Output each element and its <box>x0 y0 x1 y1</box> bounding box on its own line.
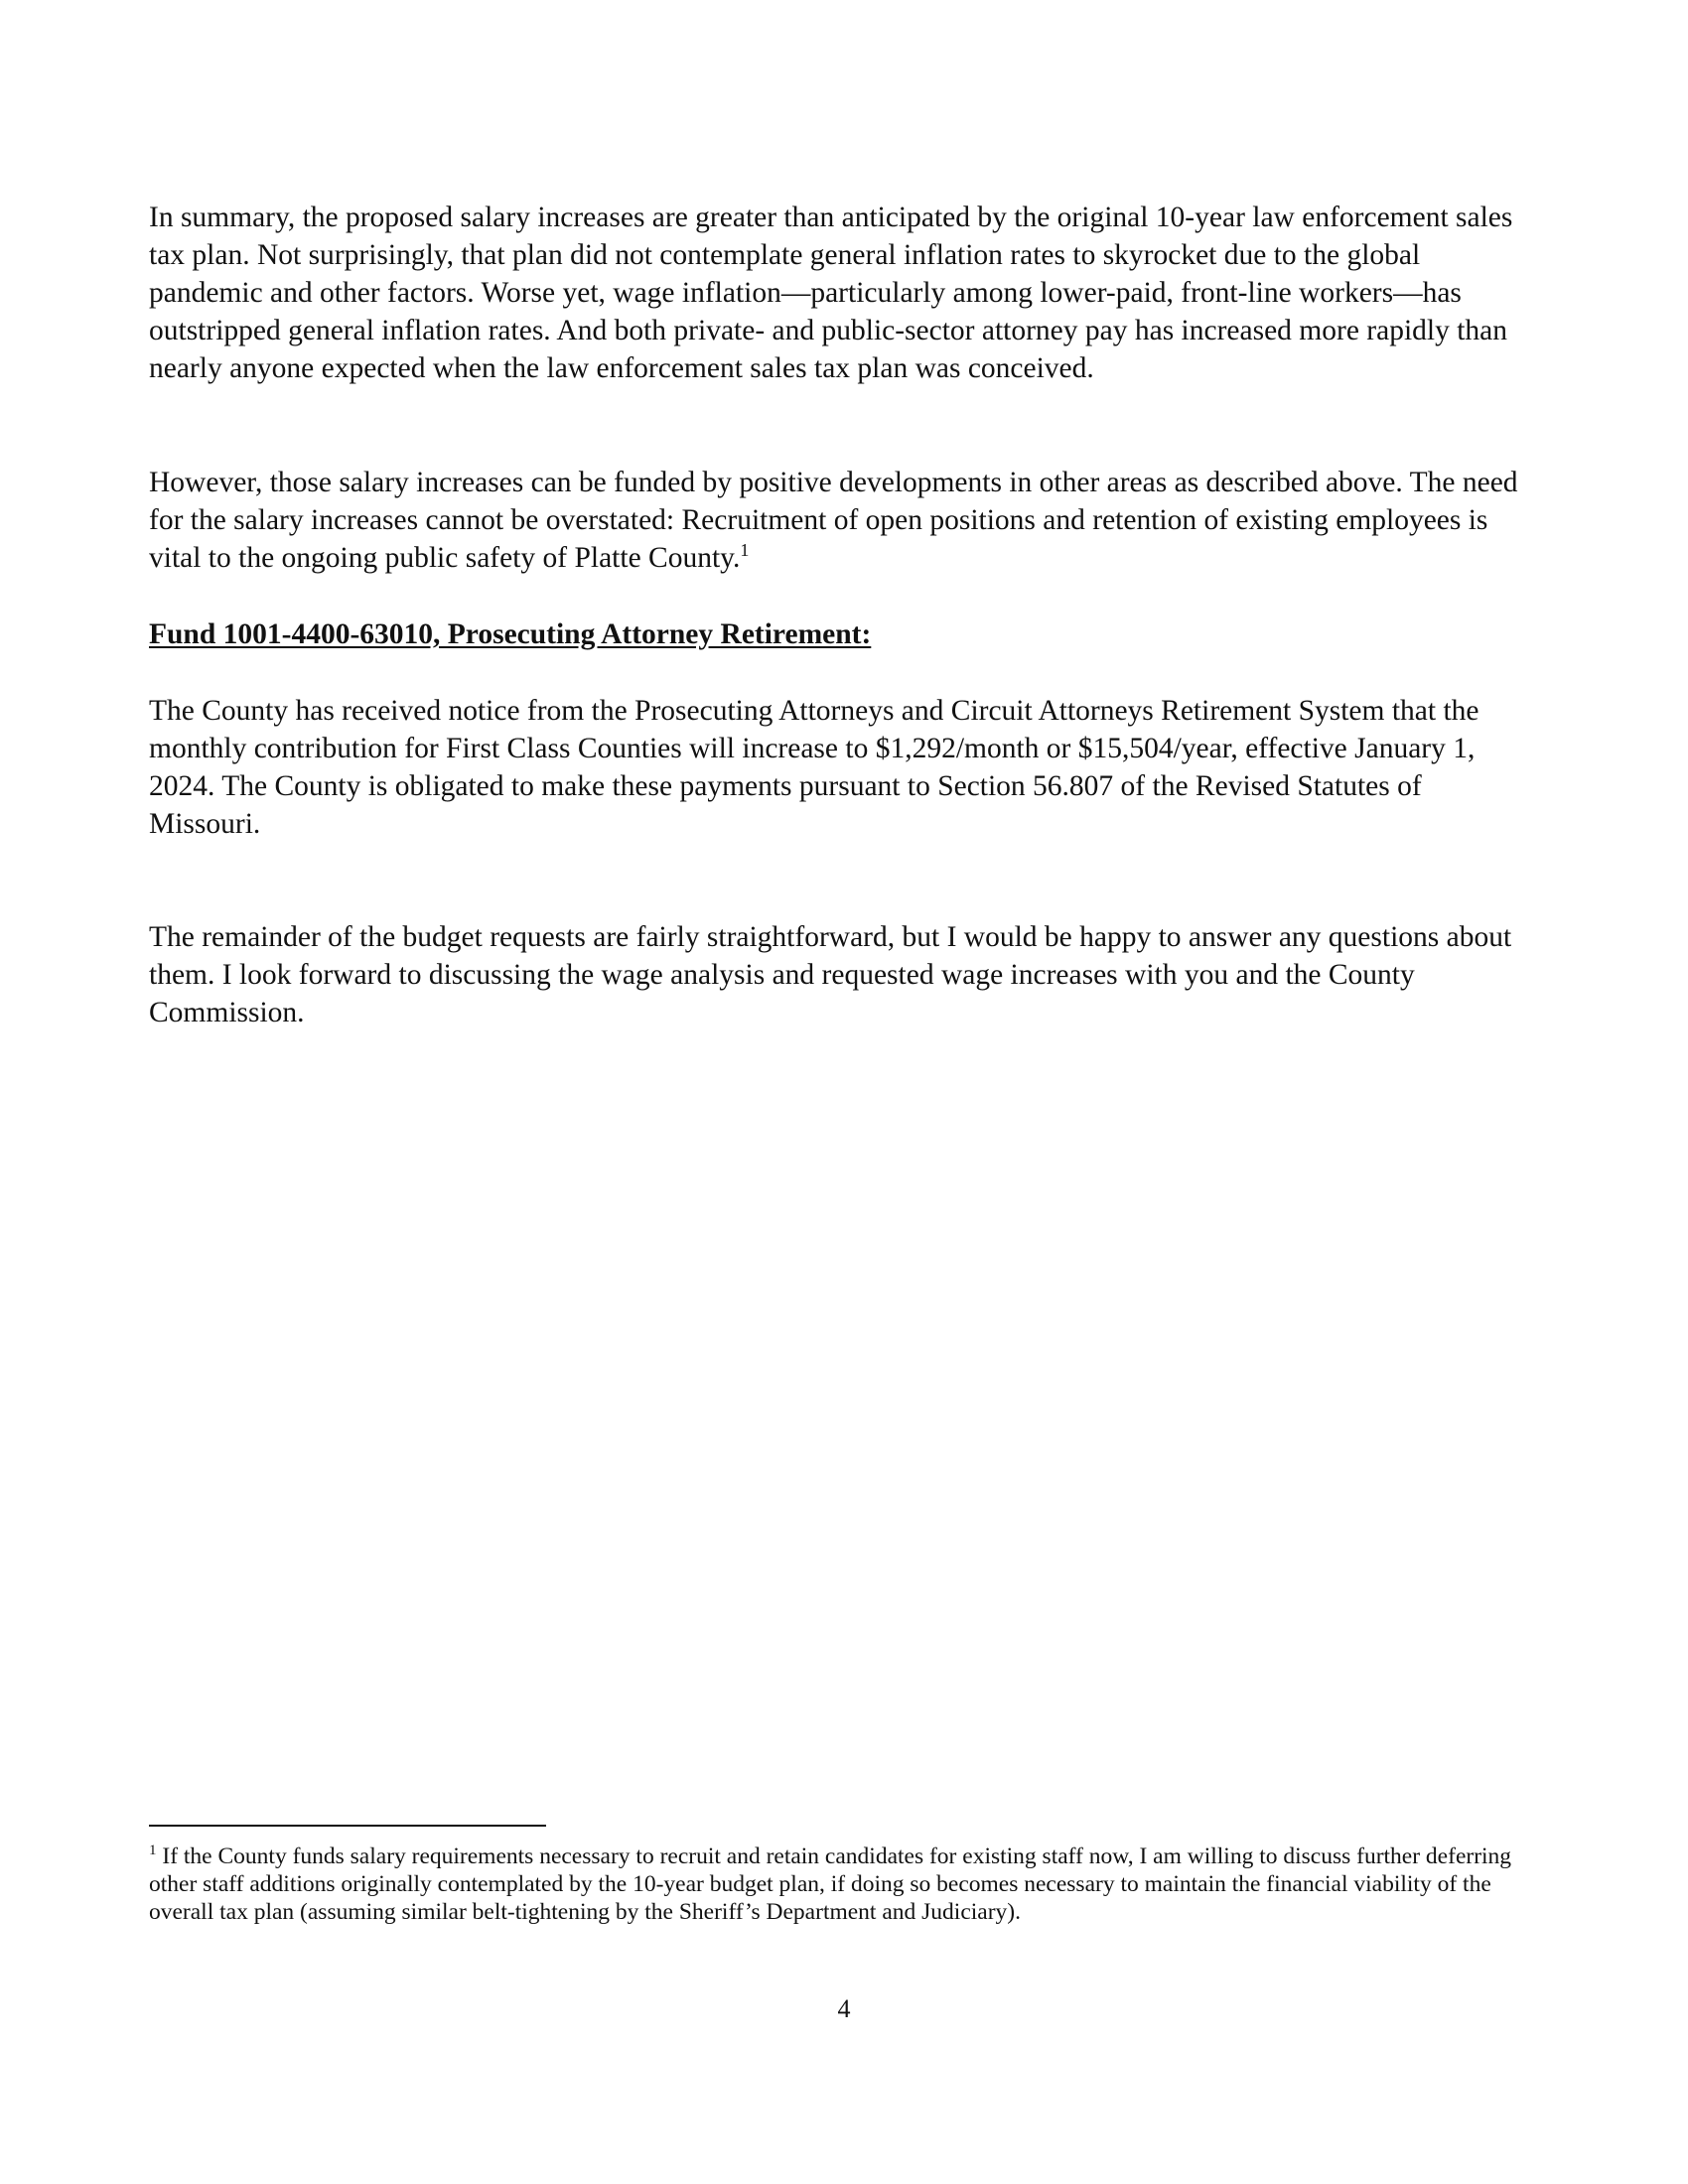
section-heading-fund: Fund 1001-4400-63010, Prosecuting Attorney Retirement: <box>149 618 872 650</box>
footnote <box>149 1843 1539 1926</box>
footnote-text: If the County funds salary requirements necessary to recruit and retain candidates for existing staff now, I am willing to discuss further deferring other staff additions originally contemplated by the 10-year budget plan, if doing so becomes necessary to maintain the financial viability of the overall tax plan (assuming similar belt-tightening by the Sheriff’s Department and Judiciary). <box>149 1843 1512 1925</box>
paragraph-salary-funding-text: However, those salary increases can be funded by positive developments in other areas as described above. The need for the salary increases cannot be overstated: Recruitment of open positions and retention of existing employees is vital to the ongoing public safety of Platte County. <box>149 467 1518 574</box>
page-number: 4 <box>837 1994 851 2023</box>
footnote-reference[interactable]: 1 <box>740 540 750 561</box>
paragraph-summary: In summary, the proposed salary increases are greater than anticipated by the original 10-year law enforcement sales tax plan. Not surprisingly, that plan did not contemplate general inflation rates to skyrocket due to the global pandemic and other factors. Worse yet, wage inflation—particularly among lower-paid, front-line workers—has outstripped general inflation rates. And both private- and public-sector attorney pay has increased more rapidly than nearly anyone expected when the law enforcement sales tax plan was conceived. <box>149 202 1513 384</box>
paragraph-retirement-notice: The County has received notice from the Prosecuting Attorneys and Circuit Attorneys Retirement System that the monthly contribution for First Class Counties will increase to $1,292/month or $15,504/year, effective January 1, 2024. The County is obligated to make these payments pursuant to Section 56.807 of the Revised Statutes of Missouri. <box>149 695 1479 840</box>
footnote-marker: 1 <box>149 1843 157 1859</box>
footnote-divider <box>149 1825 546 1827</box>
paragraph-closing: The remainder of the budget requests are fairly straightforward, but I would be happy to answer any questions about them. I look forward to discussing the wage analysis and requested wage increases with you and the County Commission. <box>149 921 1512 1028</box>
paragraph-salary-funding <box>149 464 1539 577</box>
